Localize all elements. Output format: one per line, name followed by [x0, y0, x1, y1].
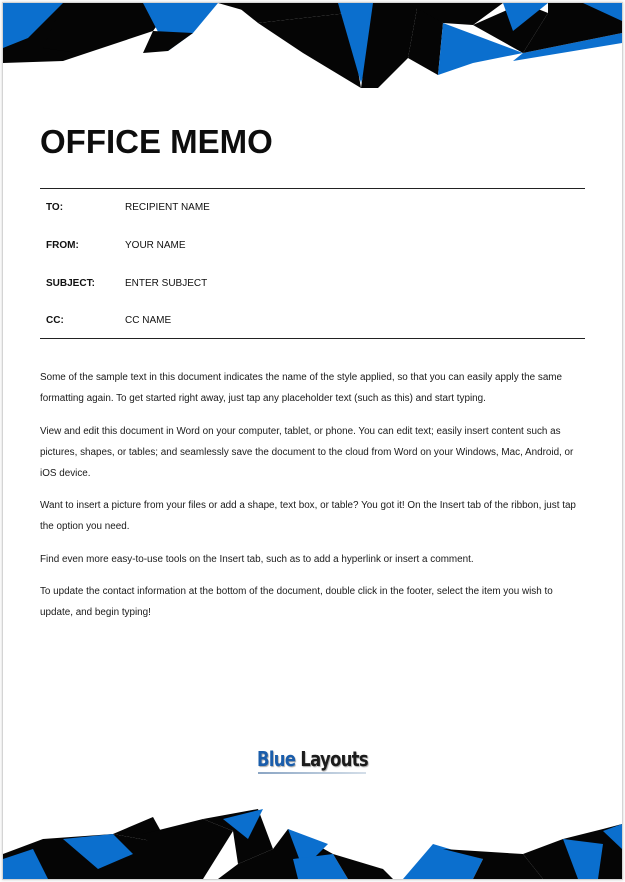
subject-label: SUBJECT: — [46, 278, 95, 289]
from-label: FROM: — [46, 240, 79, 251]
subject-row — [46, 278, 576, 294]
body-paragraph[interactable]: To update the contact information at the bottom of the document, double click in the footer, select the item you wish to update, and begin typing! — [40, 586, 553, 618]
memo-page — [3, 3, 622, 879]
cc-label: CC: — [46, 315, 64, 326]
body-paragraph[interactable]: Some of the sample text in this document indicates the name of the style applied, so that you can easily apply the same formatting again. To get started right away, just tap any placeholder text (such as this) and start typing. — [40, 372, 563, 404]
brand-logo — [257, 747, 368, 771]
to-row — [46, 202, 576, 218]
cc-row — [46, 315, 576, 331]
to-label: TO: — [46, 202, 64, 213]
to-value[interactable]: RECIPIENT NAME — [125, 202, 210, 213]
body-paragraph[interactable]: View and edit this document in Word on your computer, tablet, or phone. You can edit text; easily insert content such as pictures, shapes, or tables; and seamlessly save the document to the cloud from Word on your Windows, Mac, Android, or iOS device. — [40, 425, 574, 479]
bottom-geometric-decoration — [3, 809, 622, 879]
from-value[interactable]: YOUR NAME — [125, 240, 186, 251]
memo-body — [40, 367, 585, 635]
brand-logo-part2: Layouts — [300, 747, 369, 771]
memo-title: OFFICE MEMO — [40, 123, 273, 160]
header-divider-top — [40, 188, 585, 189]
brand-logo-part1: Blue — [257, 747, 296, 771]
cc-value[interactable]: CC NAME — [125, 315, 172, 326]
subject-value[interactable]: ENTER SUBJECT — [125, 278, 208, 289]
body-paragraph[interactable]: Want to insert a picture from your files or add a shape, text box, or table? You got it! On the Insert tab of the ribbon, just tap the option you need. — [40, 500, 576, 532]
brand-logo-underline — [258, 772, 366, 774]
header-divider-bottom — [40, 338, 585, 339]
top-geometric-decoration — [3, 3, 622, 103]
from-row — [46, 240, 576, 256]
body-paragraph[interactable]: Find even more easy-to-use tools on the Insert tab, such as to add a hyperlink or insert a comment. — [40, 553, 474, 565]
